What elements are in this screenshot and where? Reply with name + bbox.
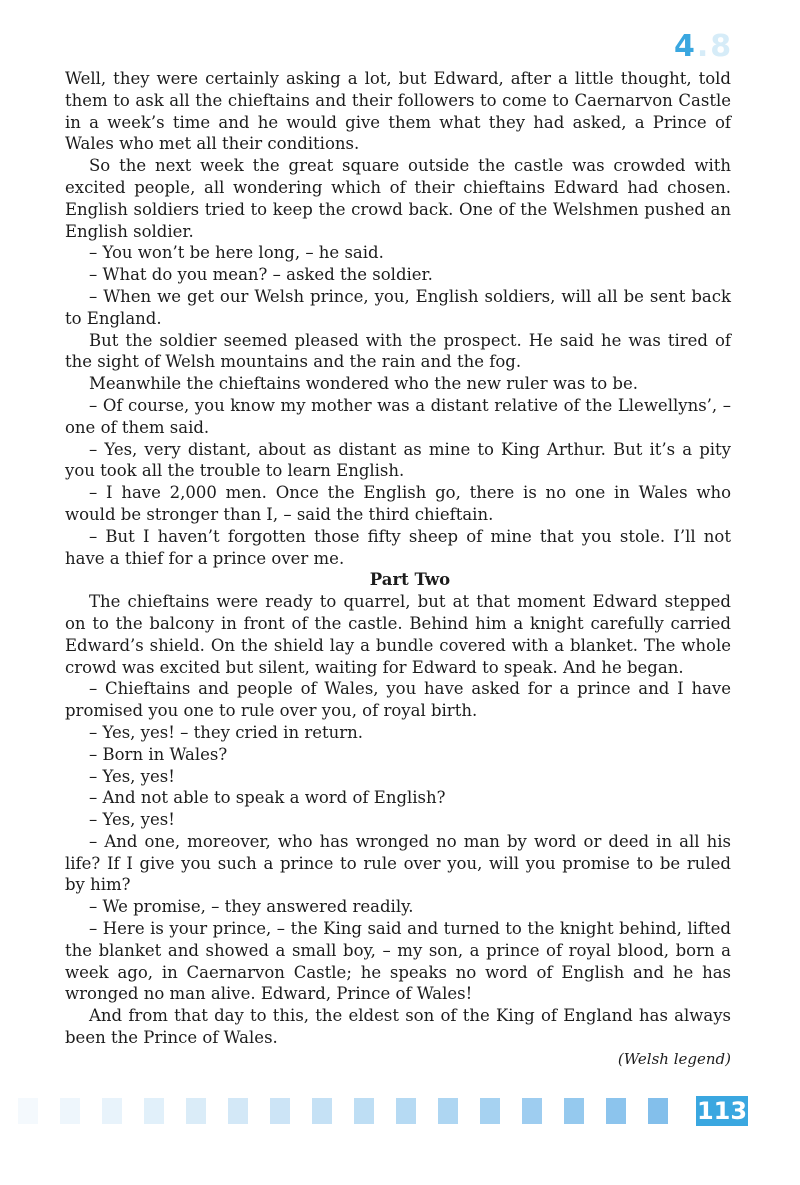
paragraph: – Yes, yes! — [89, 766, 175, 786]
paragraph: – What do you mean? – asked the soldier. — [89, 265, 433, 285]
paragraph: – When we get our Welsh prince, you, English soldiers, will all be sent back to England. — [65, 286, 731, 328]
source-attribution: (Welsh legend) — [617, 1049, 731, 1068]
footer-square — [522, 1098, 542, 1124]
footer-square — [438, 1098, 458, 1124]
paragraph: Well, they were certainly asking a lot, but Edward, after a little thought, told them to ask all the chieftains and their followers to come to Caernarvon Castle in a week’s time and he would give them what they had asked, a Prince of Wales who met all their conditions. — [65, 69, 731, 154]
paragraph: – Chieftains and people of Wales, you have asked for a prince and I have promised you one to rule over you, of royal birth. — [65, 679, 731, 721]
page-number: 113 — [696, 1097, 748, 1125]
paragraph: – Yes, very distant, about as distant as mine to King Arthur. But it’s a pity you took all the trouble to learn English. — [65, 439, 731, 481]
footer-square — [270, 1098, 290, 1124]
section-mark — [674, 29, 734, 64]
paragraph: – You won’t be here long, – he said. — [89, 243, 384, 263]
footer-square — [648, 1098, 668, 1124]
footer-square — [18, 1098, 38, 1124]
story-text — [65, 68, 731, 1071]
section-mark-major: 4 — [674, 29, 697, 64]
paragraph: Meanwhile the chieftains wondered who the new ruler was to be. — [89, 374, 638, 394]
paragraph: – We promise, – they answered readily. — [89, 897, 414, 917]
paragraph: – Here is your prince, – the King said and turned to the knight behind, lifted the blanket and showed a small boy, – my son, a prince of royal blood, born a week ago, in Caernarvon Castle; he speaks no word of English and he has wronged no man alive. Edward, Prince of Wales! — [65, 919, 731, 1004]
footer-square — [60, 1098, 80, 1124]
section-mark-minor: 8 — [710, 29, 734, 64]
footer-square — [144, 1098, 164, 1124]
paragraph: – And one, moreover, who has wronged no man by word or deed in all his life? If I give you such a prince to rule over you, will you promise to be ruled by him? — [65, 831, 731, 895]
paragraph: – Born in Wales? — [89, 744, 228, 764]
paragraph: And from that day to this, the eldest son of the King of England has always been the Prince of Wales. — [65, 1006, 731, 1048]
paragraph: – I have 2,000 men. Once the English go, there is no one in Wales who would be stronger than I, – said the third chieftain. — [65, 483, 731, 524]
section-mark-separator: . — [696, 29, 711, 64]
paragraph: But the soldier seemed pleased with the prospect. He said he was tired of the sight of Welsh mountains and the rain and the fog. — [65, 330, 731, 372]
paragraph: – And not able to speak a word of English? — [89, 788, 446, 808]
paragraph: – Of course, you know my mother was a distant relative of the Llewellyns’, – one of them said. — [65, 395, 731, 437]
footer-square — [480, 1098, 500, 1124]
paragraph: – Yes, yes! – they cried in return. — [89, 722, 363, 742]
footer-square — [354, 1098, 374, 1124]
footer-square — [396, 1098, 416, 1124]
paragraph: – Yes, yes! — [89, 810, 175, 830]
footer-square — [312, 1098, 332, 1124]
footer-square — [228, 1098, 248, 1124]
footer-square — [186, 1098, 206, 1124]
footer-square — [102, 1098, 122, 1124]
paragraph: So the next week the great square outside the castle was crowded with excited people, all wondering which of their chieftains Edward had chosen. English soldiers tried to keep the crowd back. One of the Welshmen pushed an English soldier. — [65, 156, 731, 241]
part-one — [65, 68, 731, 569]
footer-square — [564, 1098, 584, 1124]
paragraph: – But I haven’t forgotten those fifty sheep of mine that you stole. I’ll not have a thief for a prince over me. — [65, 526, 731, 568]
part-two-heading: Part Two — [369, 570, 451, 590]
part-two — [65, 591, 731, 1049]
footer-decoration-strip — [18, 1098, 698, 1124]
footer-square — [606, 1098, 626, 1124]
paragraph: The chieftains were ready to quarrel, but at that moment Edward stepped on to the balcony in front of the castle. Behind him a knight carefully carried Edward’s shield. On the shield lay a bundle covered with a blanket. The whole crowd was excited but silent, waiting for Edward to speak. And he began. — [65, 592, 731, 677]
